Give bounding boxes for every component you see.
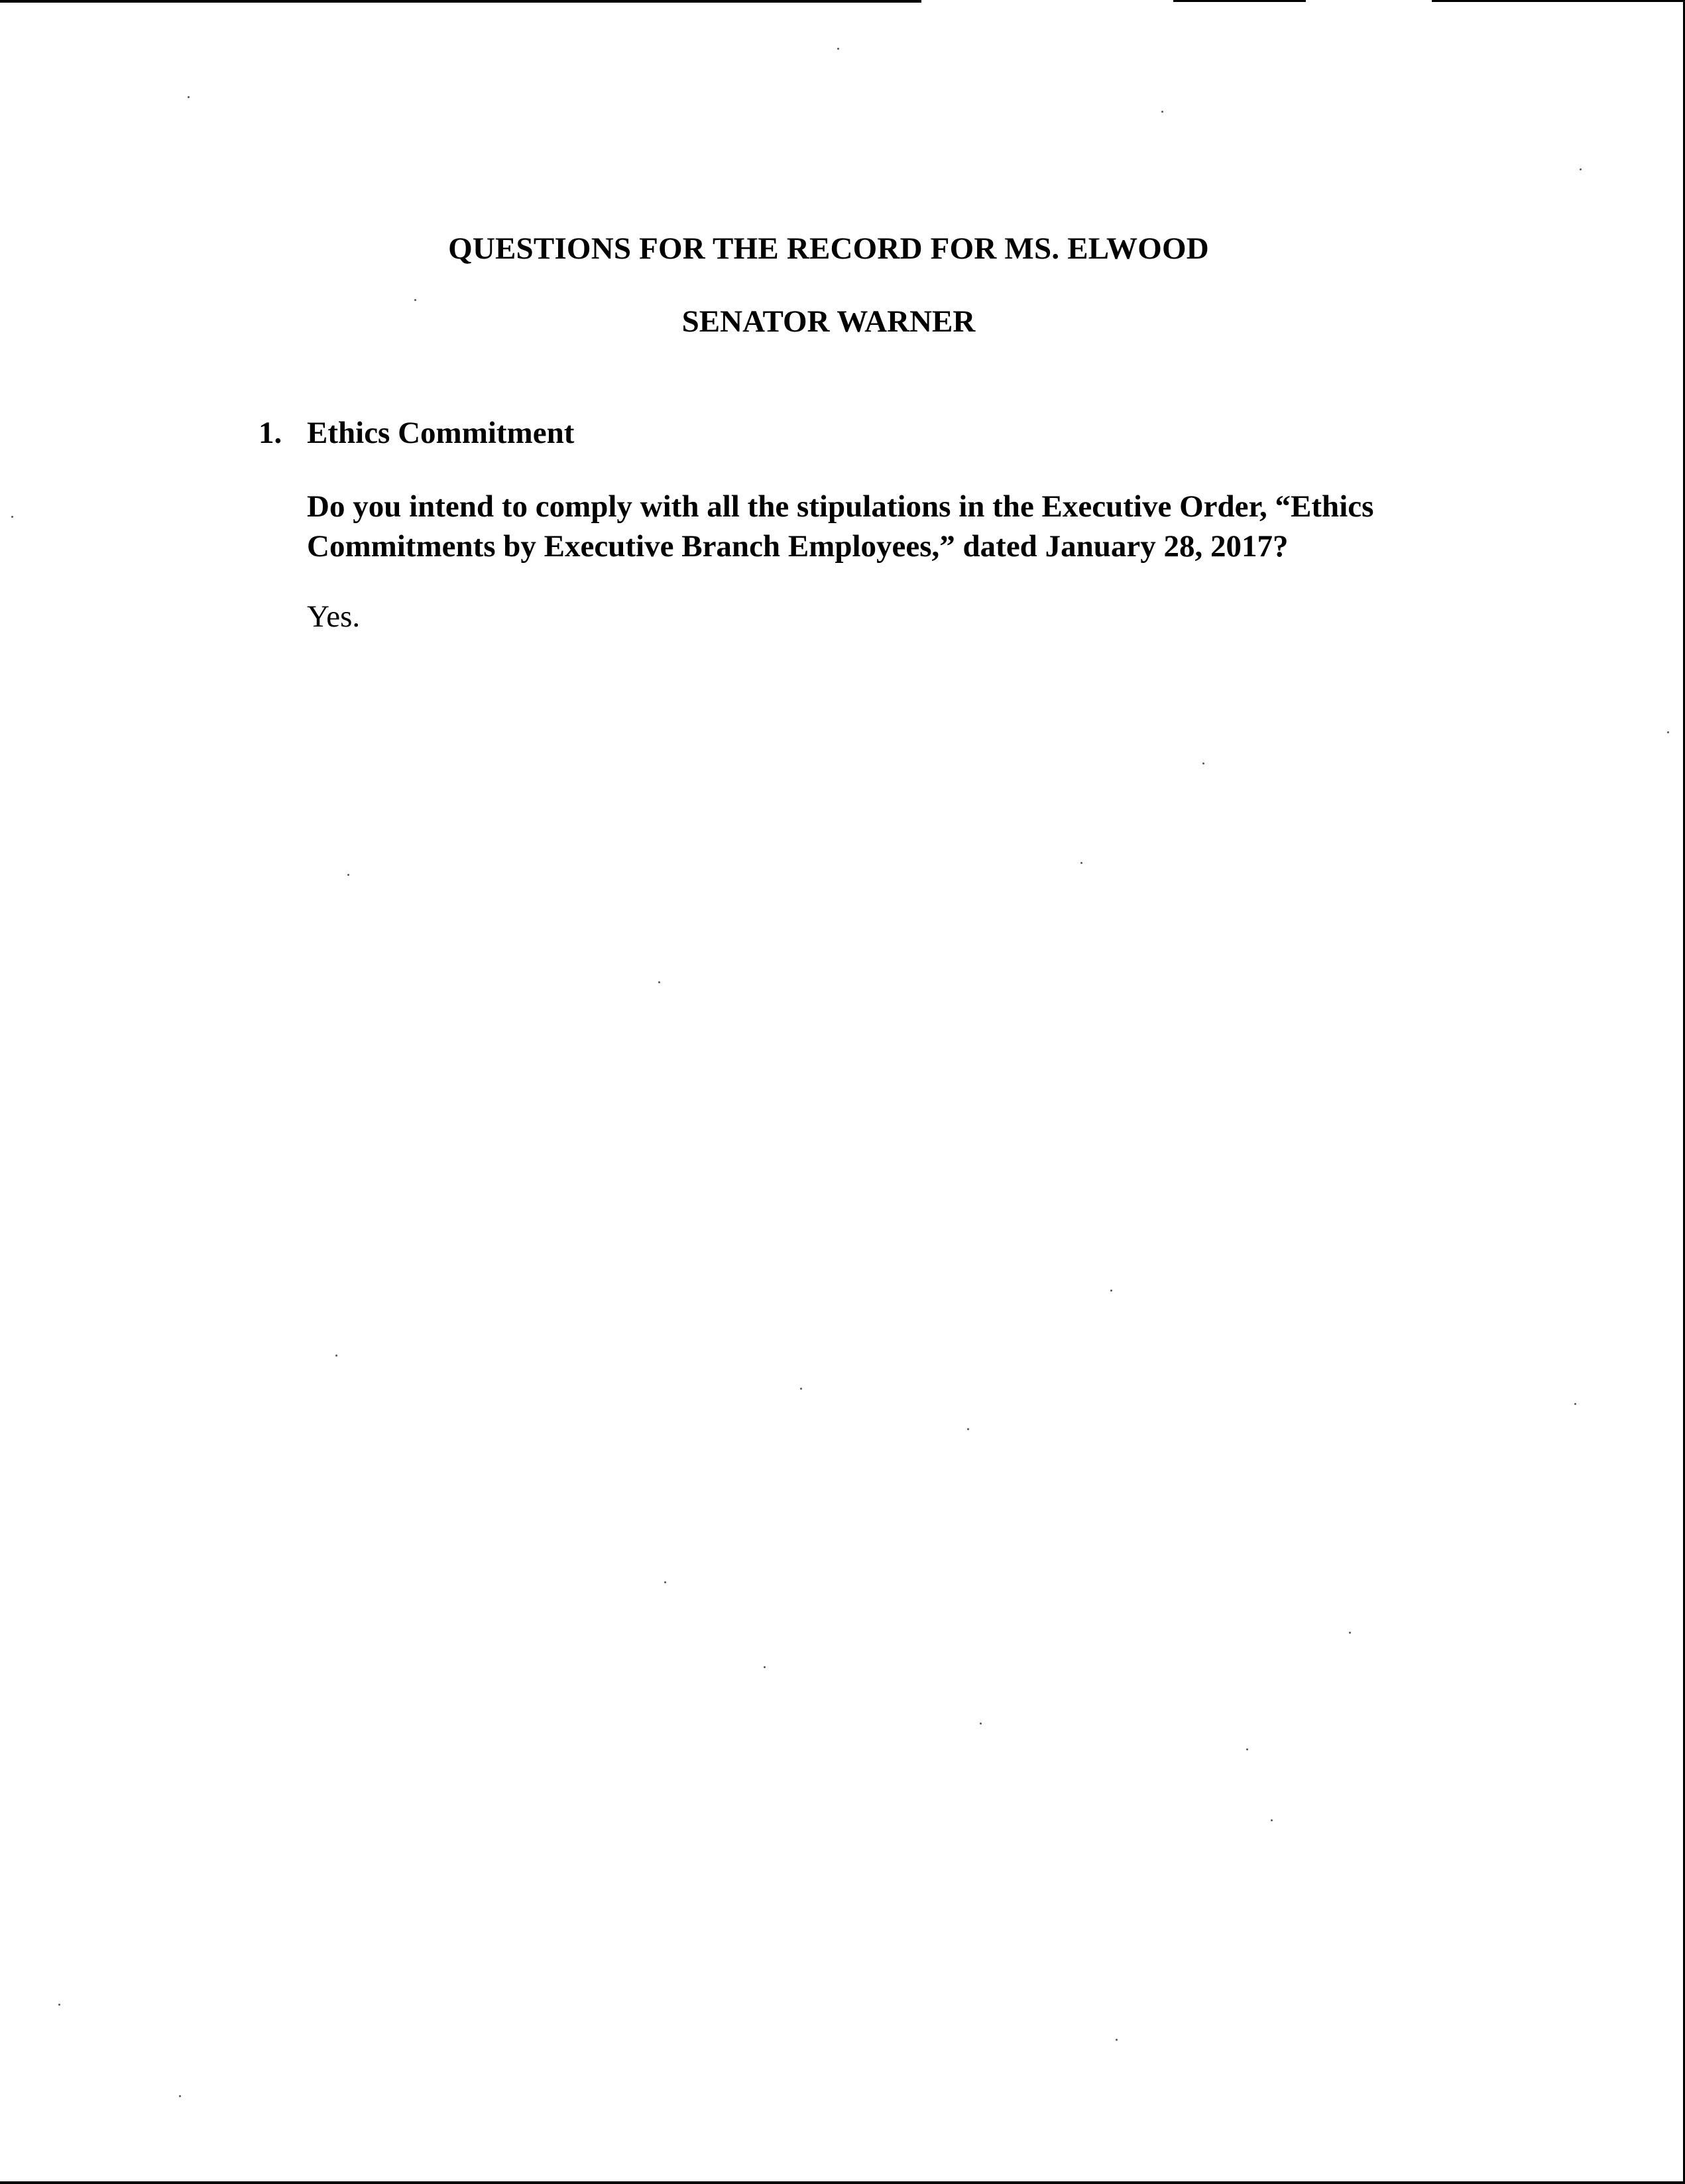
answer-text: Yes. <box>307 599 361 634</box>
scan-speck <box>1580 168 1582 170</box>
scan-speck <box>11 516 13 518</box>
scan-speck <box>967 1428 969 1430</box>
scan-speck <box>179 2095 181 2097</box>
scan-speck <box>1246 1748 1248 1750</box>
scan-speck <box>1110 1290 1112 1292</box>
document-title: QUESTIONS FOR THE RECORD FOR MS. ELWOOD <box>448 231 1209 266</box>
scan-speck <box>1161 111 1163 113</box>
scan-edge-top <box>1173 0 1306 2</box>
scan-speck <box>335 1355 337 1357</box>
section-number: 1. <box>259 416 282 450</box>
scan-speck <box>188 96 190 98</box>
question-line: Do you intend to comply with all the stipulations in the Executive Order, “Ethics <box>307 489 1374 524</box>
scan-speck <box>1349 1632 1351 1634</box>
scan-speck <box>1116 2039 1118 2041</box>
scan-speck <box>414 299 416 301</box>
scan-speck <box>58 2004 60 2006</box>
scan-speck <box>800 1388 802 1390</box>
scan-speck <box>980 1723 982 1725</box>
scan-speck <box>664 1581 666 1583</box>
document-subtitle: SENATOR WARNER <box>681 304 976 339</box>
scan-speck <box>837 48 839 50</box>
scan-edge-bottom <box>0 2181 1685 2184</box>
scan-speck <box>1271 1819 1273 1821</box>
question-line: Commitments by Executive Branch Employees,” dated January 28, 2017? <box>307 529 1289 564</box>
scan-speck <box>658 981 660 983</box>
scan-speck <box>1574 1403 1576 1405</box>
scan-speck <box>1202 762 1204 764</box>
scan-speck <box>1080 862 1082 864</box>
scan-edge-top <box>0 0 921 3</box>
scan-speck <box>1667 731 1669 733</box>
scan-edge-top <box>1432 0 1685 2</box>
scan-speck <box>764 1666 766 1668</box>
question-text <box>307 487 1434 566</box>
scan-speck <box>347 874 349 876</box>
section-heading: Ethics Commitment <box>307 416 575 450</box>
